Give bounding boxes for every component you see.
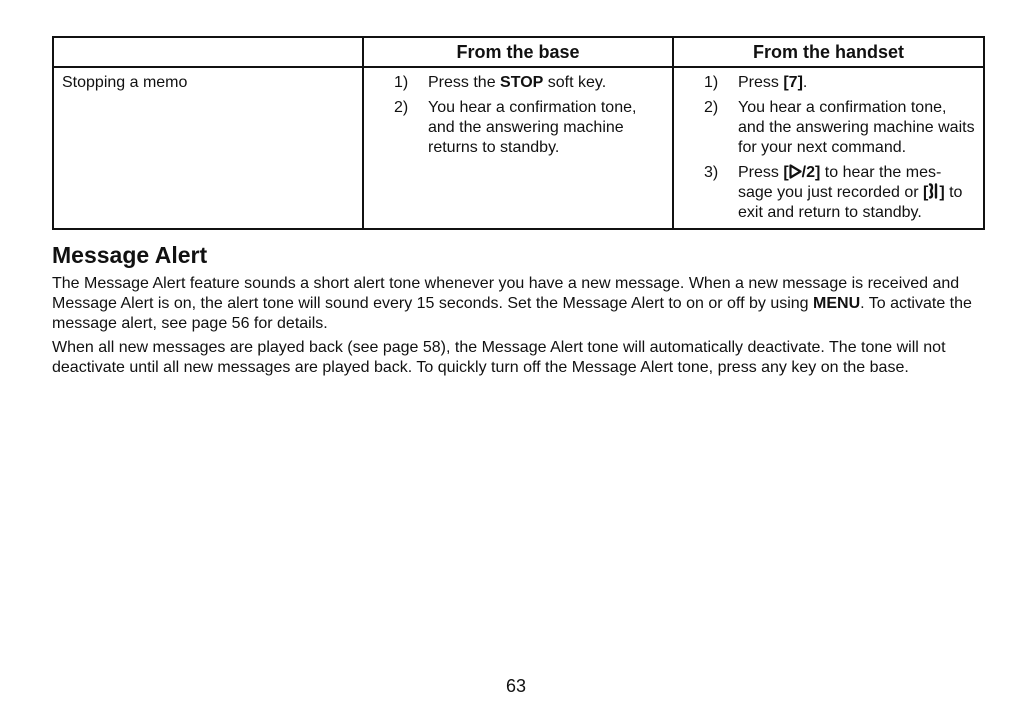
- memo-table: [52, 36, 985, 230]
- key-7: [7]: [783, 74, 803, 91]
- step-text: [428, 73, 666, 93]
- base-steps: [364, 68, 672, 158]
- base-steps-cell: [363, 67, 673, 229]
- paragraph-deactivate: When all new messages are played back (see page 58), the Message Alert tone will automatically deactivate. The tone will not deactivate until all new messages are played back. To quickly turn off the Message Alert tone, press any key on the base.: [52, 339, 946, 376]
- handset-steps: [674, 68, 983, 223]
- paragraph-text-pre: The Message Alert feature sounds a short alert tone whenever you have a new message. When a new message is received and Message Alert is on, the alert tone will sound every 15 seconds. Set the Message Alert to on or off by using: [52, 275, 960, 312]
- end-call-icon: [928, 183, 939, 199]
- step-text: [738, 73, 977, 93]
- step-number: 2): [704, 99, 719, 116]
- step-number: 1): [704, 74, 719, 91]
- handset-steps-cell: [673, 67, 984, 229]
- step-text-mid: to hear the mes- sage you just recorded or: [738, 164, 942, 201]
- row-label: Stopping a memo: [53, 67, 363, 229]
- step-number: 2): [394, 99, 409, 116]
- stop-key: STOP: [500, 74, 544, 91]
- table-row: [53, 67, 984, 229]
- step-text: You hear a confirmation tone, and the answering machine waits for your next command.: [738, 99, 975, 156]
- play-icon: [789, 164, 802, 179]
- header-empty: [53, 37, 363, 67]
- key-bracket-close: /2]: [801, 164, 821, 181]
- key-bracket-open: [: [923, 184, 929, 201]
- list-item: [704, 98, 977, 158]
- step-text-pre: Press: [738, 74, 784, 91]
- paragraph-text-post: . To activate the message alert, see page 56 for details.: [52, 295, 972, 332]
- header-from-base: From the base: [363, 37, 673, 67]
- key-bracket-close: ]: [939, 184, 945, 201]
- header-from-handset: From the handset: [673, 37, 984, 67]
- table-header-row: [53, 37, 984, 67]
- step-text-pre: Press: [738, 164, 784, 181]
- end-key: [923, 184, 945, 201]
- step-text-post: to exit and return to standby.: [738, 184, 963, 221]
- play-key: [783, 164, 820, 181]
- list-item: [394, 73, 666, 93]
- page-number: 63: [505, 676, 527, 696]
- step-text-post: .: [802, 74, 808, 91]
- step-number: 1): [394, 74, 409, 91]
- list-item: [704, 163, 977, 223]
- menu-key: MENU: [813, 295, 861, 312]
- step-text-pre: Press the: [428, 74, 501, 91]
- section-title: Message Alert: [52, 242, 208, 268]
- list-item: [394, 98, 666, 158]
- step-text-post: soft key.: [543, 74, 607, 91]
- list-item: [704, 73, 977, 93]
- key-bracket-open: [: [783, 164, 789, 181]
- step-text: [738, 163, 977, 223]
- step-text: You hear a confirmation tone, and the answering machine returns to standby.: [428, 99, 637, 156]
- paragraph-message-alert: [52, 274, 987, 334]
- step-number: 3): [704, 164, 719, 181]
